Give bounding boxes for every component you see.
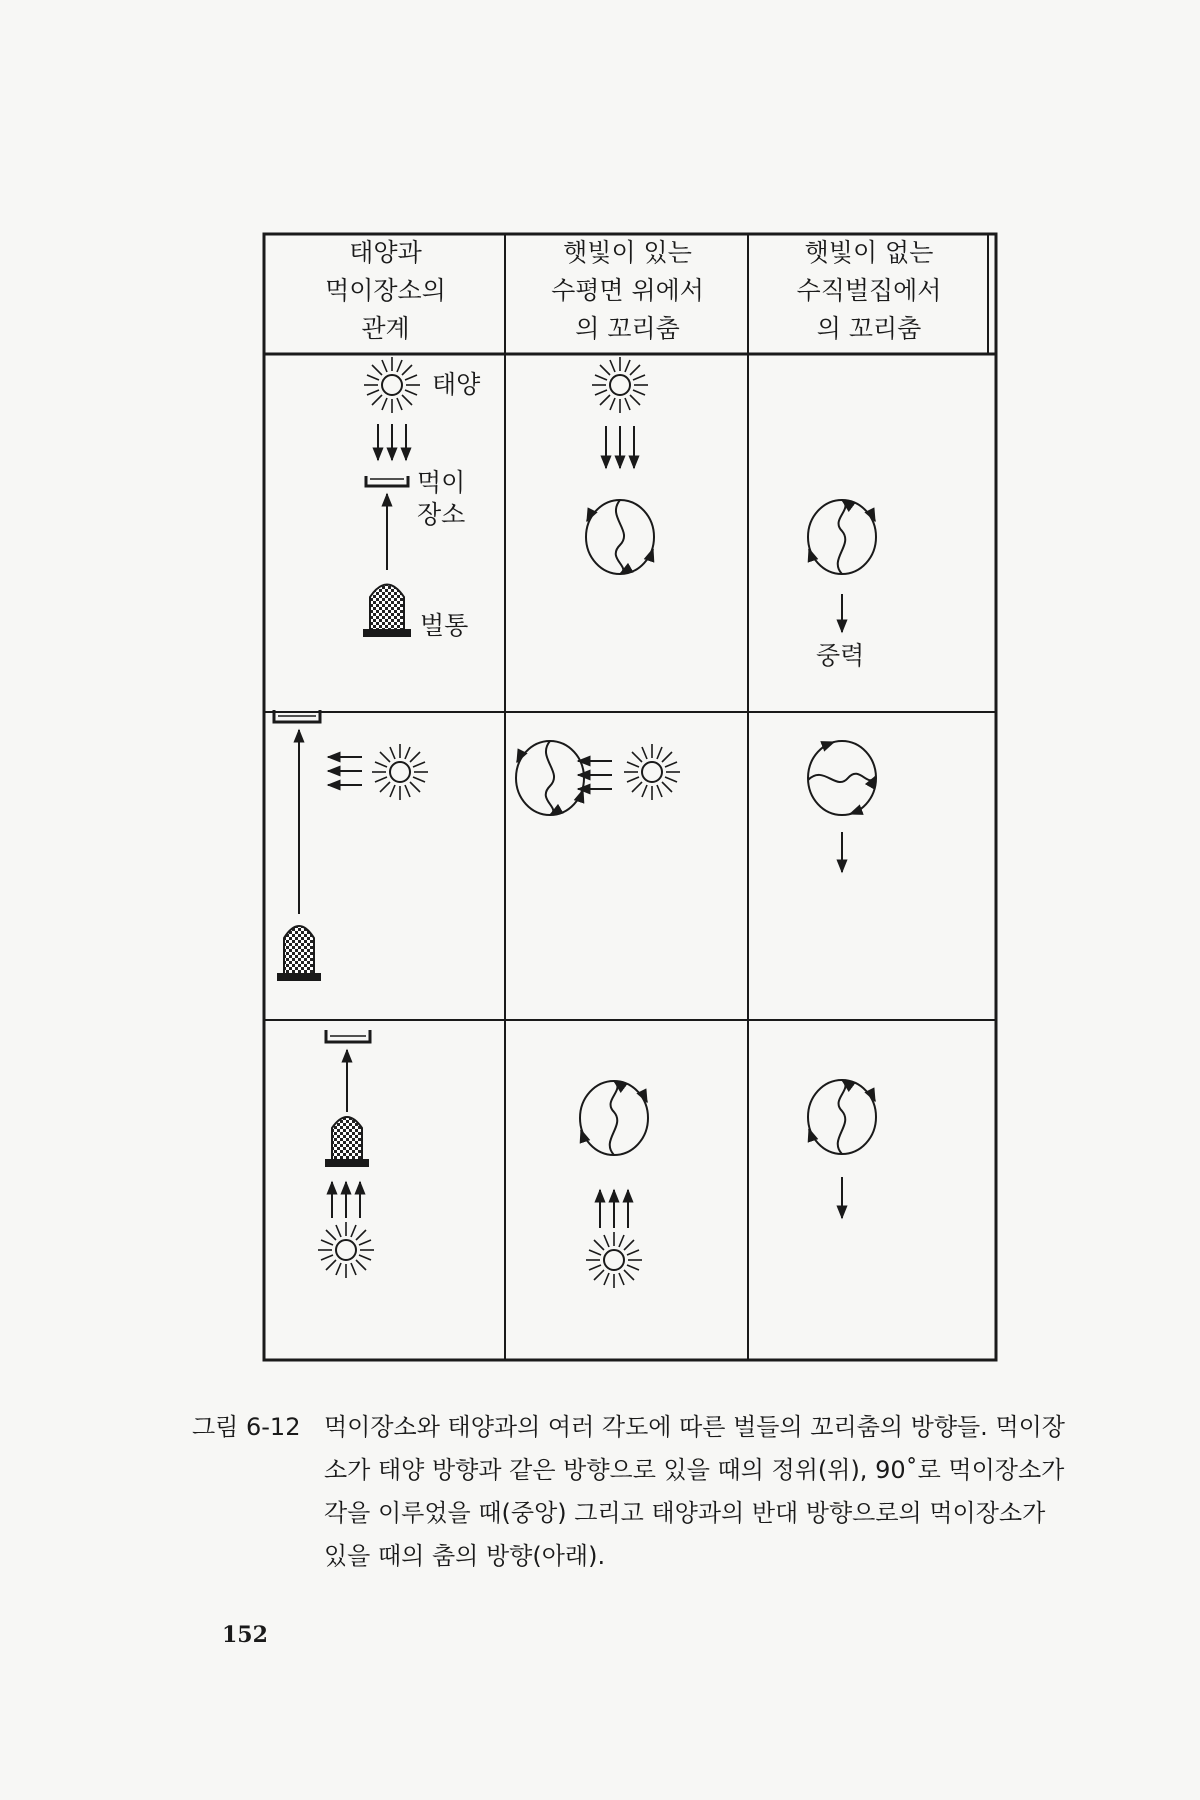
hive-icon <box>326 1117 368 1166</box>
waggle-dance-icon <box>808 741 876 815</box>
row2-col1-diagram <box>274 710 428 980</box>
gravity-label: 중력 <box>816 641 865 670</box>
header-cell-horizontal-sunlight <box>507 234 748 348</box>
header-line: 관계 <box>361 314 410 343</box>
sun-icon <box>586 1232 642 1288</box>
feeder-label-line1: 먹이 <box>417 468 466 497</box>
header-line: 태양과 <box>349 238 422 267</box>
feeder-label-line2: 장소 <box>417 500 466 529</box>
header-line: 먹이장소의 <box>325 276 446 305</box>
hive-icon <box>278 926 320 980</box>
waggle-dance-icon <box>808 500 876 574</box>
caption-text: 먹이장소와 태양과의 여러 각도에 따른 벌들의 꼬리춤의 방향들. 먹이장소가 태양 방향과 같은 방향으로 있을 때의 정위(위), 90˚로 먹이장소가 각을 이루었을 때(중앙) 그리고 태양과의 반대 방향으로의 먹이장소가 있을 때의 춤의 방향(아래). <box>324 1413 1065 1570</box>
page-number: 152 <box>222 1622 268 1648</box>
row1-col3-diagram <box>808 500 876 632</box>
figure-drawing <box>262 232 998 1362</box>
header-line: 의 꼬리춤 <box>816 314 922 343</box>
row3-col3-diagram <box>808 1080 876 1218</box>
hive-label: 벌통 <box>420 611 469 640</box>
header-line: 의 꼬리춤 <box>575 314 680 343</box>
sun-icon <box>364 357 420 413</box>
sun-icon <box>624 744 680 800</box>
header-cell-vertical-no-sunlight <box>750 234 988 348</box>
waggle-dance-icon <box>808 1080 876 1154</box>
sun-label: 태양 <box>432 370 481 399</box>
row2-col3-diagram <box>808 741 876 872</box>
feeder-label <box>417 467 465 531</box>
header-cell-relation <box>266 234 505 348</box>
caption-number: 그림 6-12 <box>192 1413 301 1441</box>
sun-icon <box>318 1222 374 1278</box>
header-line: 햇빛이 없는 <box>804 238 934 267</box>
waggle-dance-icon <box>586 500 654 574</box>
figure-6-12 <box>262 232 998 1362</box>
waggle-dance-icon <box>580 1081 648 1155</box>
header-line: 수직벌집에서 <box>796 276 942 305</box>
header-line: 햇빛이 있는 <box>563 238 692 267</box>
header-line: 수평면 위에서 <box>551 276 704 305</box>
row3-col2-diagram <box>580 1081 648 1288</box>
row2-col2-diagram <box>516 741 680 815</box>
row3-col1-diagram <box>318 1030 374 1278</box>
sun-icon <box>372 744 428 800</box>
waggle-dance-icon <box>516 741 584 815</box>
feeder-icon <box>366 476 408 486</box>
sun-icon <box>592 357 648 413</box>
row1-col1-diagram <box>364 357 420 636</box>
hive-icon <box>364 585 410 637</box>
row1-col2-diagram <box>586 357 654 574</box>
